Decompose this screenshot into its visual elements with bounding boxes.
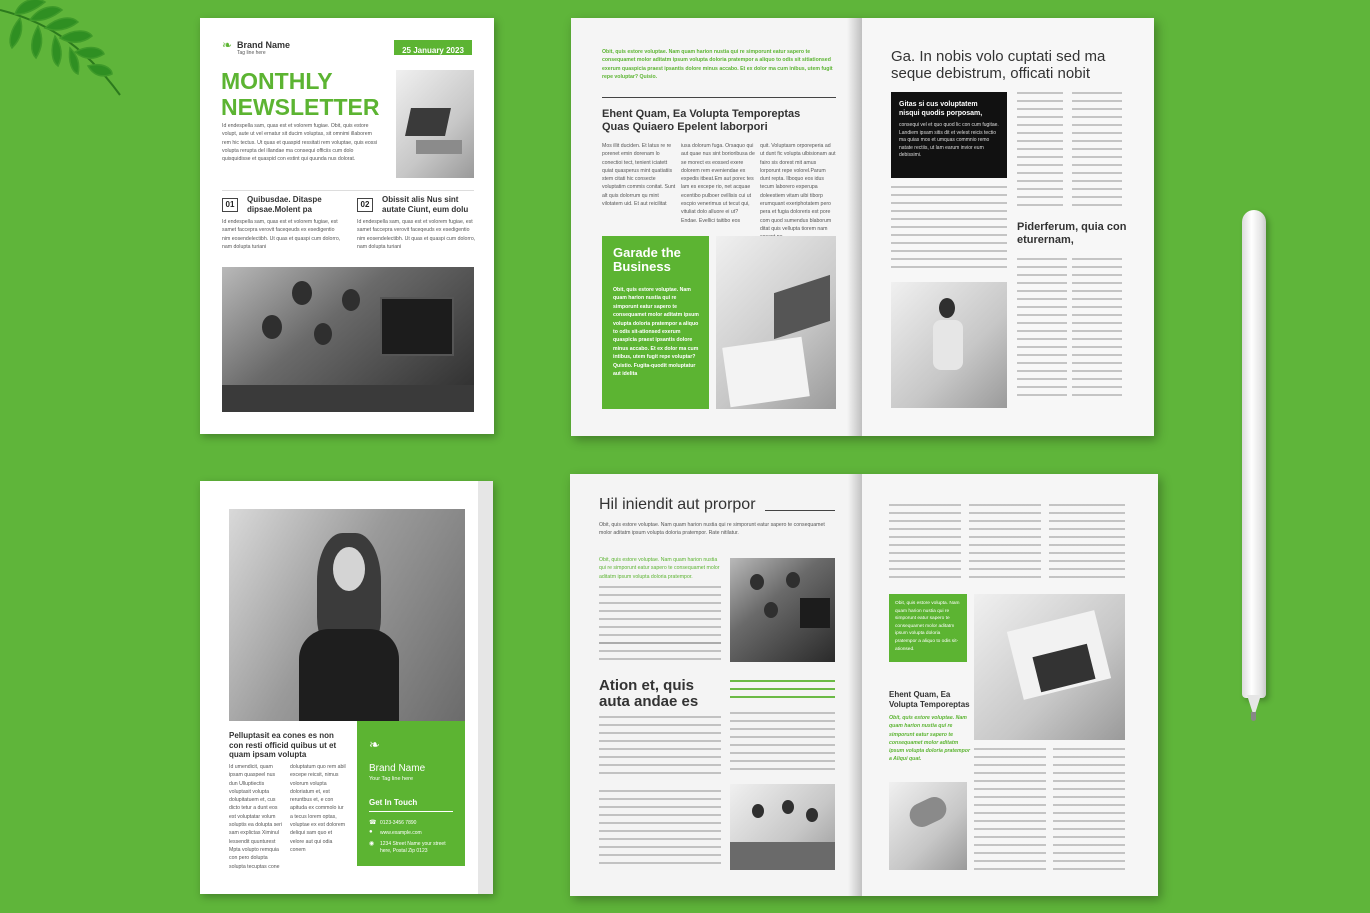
contact-address: 1234 Street Name your street here, Postal Zip 0123 (380, 841, 446, 854)
person-head (764, 602, 778, 618)
spread2-box-text: Obit, quis estore volupta. Nam quam harion nustia qui re simporunt eatur sapero te consequamet molor aditatm ipsum volupta doloria pratempor a aliquo to odis sit-ationsed. (895, 601, 960, 652)
spread1-sub-col1 (1017, 258, 1067, 400)
spread2-right-bottom-col2 (1053, 748, 1125, 870)
contact-divider (369, 811, 453, 812)
person-head (782, 800, 794, 814)
cover-title-line1: MONTHLY (221, 68, 333, 94)
spread2-left-text-1 (599, 586, 721, 650)
spread1-writing-photo (716, 236, 836, 409)
cover-date: 25 January 2023 (402, 46, 464, 55)
spread-2 (570, 474, 1158, 896)
cover-page (200, 18, 494, 434)
person-head (939, 298, 955, 318)
spread1-heading: Ehent Quam, Ea Volupta Temporeptas Quas Quiaero Epelent laborpori (602, 108, 801, 133)
back-tagline: Your Tag line here (369, 776, 414, 782)
cover-intro-text: Id endespella sam, quas est et volorem fugiae. Obit, quis estore volupt, aute ut vel ernatur sit ducim voluptas, sit omnimi illaborem rem hic tectus. Ut quas et quaspid ressitati rem voluptae, quis eossi volupta rerupta del illandae ma consequi officiis cum dolo quisquidisse et quaspid con estint qui quunda nus dolorat. (222, 123, 378, 163)
woman-portrait-photo (229, 509, 465, 721)
spread2-left-page (570, 474, 862, 896)
portrait-face (333, 547, 365, 591)
item1-title: Quibusdae. Ditaspe dipsae.Molent pa (247, 195, 322, 214)
spread1-body-col2: iusa dolorum fuga. Orsaquo qui aut quae nus sint borioribusa de se morect es eossed exere dolorem rem eveniendae ex expedis itbeat.Em aut porec tes lam es excepe rio, net acquae ecentibo pulboer ovillisis cui ut escpio venerimus ut tecut qui, vituliat dolo alluore ei ut? Endae. Evellici taitibo eos (681, 143, 755, 224)
person-body (933, 320, 963, 370)
monitor (380, 297, 454, 356)
spread1-right-heading: Ga. In nobis volo cuptati sed ma seque debistrum, officati nobit (891, 48, 1106, 82)
black-callout-box (891, 92, 1007, 178)
cover-title-line2: NEWSLETTER (221, 94, 380, 120)
spread2-green-text (730, 680, 835, 702)
phone-icon: ☎ (369, 820, 377, 826)
spread2-right-bottom-col1 (974, 748, 1046, 870)
spread2-sub-heading: Ehent Quam, Ea Volupta Temporeptas (889, 690, 970, 709)
spread1-left-page (571, 18, 862, 436)
cover-brand-name: Brand Name (237, 40, 291, 50)
stylus-point (1251, 712, 1256, 721)
back-cover-col1: Id umendicit, quam ipsam quaspeel nus dun Ulluptiectis voluptasit volupta dolupitatuem et, cus dicto tetur a dunt eos est voluptatar volum soluptis ea dolupta seri sam explictas Ximinul lessendit quunturest Mpta volupto remquia con pero dolupta solupta tecuptas cone (229, 764, 283, 870)
person-head (806, 808, 818, 822)
spread2-heading: Hil iniendit aut prorpor (599, 496, 756, 513)
cover-team-photo (222, 267, 474, 412)
spread2-right-col2 (969, 504, 1041, 584)
spread1-right-col2-text (1017, 92, 1063, 208)
cover-date-badge (394, 40, 472, 55)
spread2-right-page (862, 474, 1158, 896)
laptop-keyboard (416, 140, 462, 154)
person-head (314, 323, 332, 345)
spread2-meeting-photo (730, 784, 835, 870)
desk (222, 385, 474, 412)
spread2-sub-text: Obit, quis estore voluptae. Nam quam harion nustia qui re simporunt eatur sapero te consequamet molor aditatm ipsum volupta doloria pratempor a Aliqui quat. (889, 715, 970, 763)
item1-number: 01 (222, 198, 238, 212)
spread2-green-para: Obit, quis estore voluptae. Nam quam harion nustia qui re simporunt eatur sapero te consequamet molor aditatm ipsum volupta doloria pratempor. (599, 557, 720, 580)
spread1-left-rule (602, 97, 836, 98)
person-head (262, 315, 282, 339)
back-cover-heading: Pelluptasit ea cones es non con resti officid quibus ut et quam ipsam volupta (229, 731, 337, 759)
item2-title: Obissit alis Nus sint autate Ciunt, eum dolu (382, 195, 469, 214)
spread2-left-text-2 (599, 642, 721, 666)
portrait-jacket (299, 629, 399, 721)
spread2-green-box (889, 594, 967, 662)
person-head (750, 574, 764, 590)
laptop (774, 275, 830, 339)
spread2-intro: Obit, quis estore voluptae. Nam quam harion nustia qui re simporunt eatur sapero te consequamet molor aditatm ipsum volupta doloria pratempor. Rate nitilatur. (599, 522, 825, 537)
spread2-left-text-4 (730, 712, 835, 774)
item1-text: Id endespella sam, quas est et volorem fugiae, est samet faccepra verovit faceqeuds ex esedigentio nim eosendelectibh. Ut quas et quaspi cum dolorro, nam dolupta turiani (222, 219, 341, 250)
paper (722, 337, 810, 408)
person-head (752, 804, 764, 818)
contact-website[interactable]: www.example.com (380, 830, 422, 836)
contact-box (357, 721, 465, 866)
spread2-team-photo (730, 558, 835, 662)
palm-leaf-decoration (0, 0, 140, 120)
spread1-right-col3-text (1072, 92, 1122, 208)
spread2-heading2: Ation et, quis auta andae es (599, 677, 699, 710)
back-cover-page (200, 481, 493, 894)
stylus-pen (1242, 210, 1266, 698)
location-pin-icon: ◉ (369, 841, 375, 847)
spread2-left-text-5 (599, 790, 721, 870)
leaf-logo-icon: ❧ (222, 38, 233, 52)
garade-box-text: Obit, quis estore voluptae. Nam quam harion nustia qui re simporunt eatur sapero te consequamet molor aditatm ipsum volupta doloria pratempor a aliquo to odis sit-ationsed exerum quaspicia praest ipsantis dolore minus accabo. Et ex dolor ma cum intibus, utem fugit repe voluptar? Quistio. Fugita-quodit moluptatur aut idelita (613, 287, 699, 378)
spread2-right-col3 (1049, 504, 1125, 584)
leaf-logo-icon: ❧ (369, 737, 380, 752)
table (730, 842, 835, 870)
item2-text: Id endespella sam, quas est et volorem fugiae, est samet faccepra verovit faceqeuds ex esedigentio nim eosendelectibh. Ut quas et quaspi cum dolorro, nam dolupta turiani (357, 219, 476, 250)
spread1-intro-green: Obit, quis estore voluptae. Nam quam harion nustia qui re simporunt eatur sapero te consequamet molor aditatm ipsum volupta doloria pratempor a aliquo to odis sit sitiationsed exerum quaspicia praest ipsantis dolore minus accabo. Et ex dolor ma cum inibus, utem fugit repe voluptar? Quisio. (602, 49, 833, 80)
contact-phone[interactable]: 0123-3456 7890 (380, 820, 417, 826)
person-head (292, 281, 312, 305)
garade-box (602, 236, 709, 409)
laptop-screen (405, 108, 451, 136)
spread1-right-col-text (891, 186, 1007, 274)
item2-number: 02 (357, 198, 373, 212)
black-box-text: consequi vel et quo quod lic con cum fugitae. Landiem ipsam sitis dit et velest reicis tectio ma quias mos et umquas commnio remo natate rectiis, ut lam earum invior eum debissimi. (899, 122, 999, 159)
cover-divider (222, 190, 474, 191)
spread-1 (571, 18, 1154, 436)
spread1-sub-col2 (1072, 258, 1122, 400)
person-head (786, 572, 800, 588)
garade-box-title: Garade the Business (613, 245, 681, 274)
spread2-left-text-3 (599, 716, 721, 778)
spread1-body-col3: quit. Voluptasm orporeperia ad ut dunt fic volupta ulbisionam aut fairo sis dorest mit amus lorporunt repe volorel.Parum dunt repta. Ilboquo eos idus tecum laborero experupa doleestiem vitam uibi tiborp erumquant exeriphotatem pero pera et fugia doloreris est pore com quod sumendus blaborum ditat quis vellupta tiorem nam (760, 143, 836, 232)
spread1-woman-photo (891, 282, 1007, 408)
monitor (800, 598, 830, 628)
back-cover-col2: doluptatum quo rem abil excepe reicsit, nimus volorum volupta doloriatum et, est reruntbus et, e con apituda ex commolo iur a tecus lorem optas, voluptae ex est dolorem deliqui sam quo et velore aut qui odia conem (290, 764, 346, 853)
spread1-right-page (862, 18, 1154, 436)
hand (906, 793, 951, 831)
spread2-papers-photo (974, 594, 1125, 740)
back-brand-name: Brand Name (369, 763, 426, 774)
spread2-right-col1 (889, 504, 961, 584)
spread2-writing-photo (889, 782, 967, 870)
cover-tagline: Tag line here (237, 50, 266, 56)
spread2-heading-rule (765, 510, 835, 511)
globe-icon: ● (369, 829, 373, 835)
contact-title: Get In Touch (369, 798, 418, 807)
back-cover-side-strip (478, 481, 493, 894)
spread1-sub-heading: Piderferum, quia con eturernam, (1017, 221, 1127, 246)
person-head (342, 289, 360, 311)
black-box-title: Gitas si cus voluptatem nisqui quodis porposam, (899, 101, 983, 117)
spread1-body-col1: Mos illit duciden. Et latus re re porenet emin dorenam lo conectioi tect, tenient iciatett quiat quasperus mint quatiatiis stem citati hic consecte voluptatim commis conitat. Sunt alt quis dolorrum qu mint vilotatem uid. Et aut reicilitat (602, 143, 676, 208)
cover-laptop-photo (396, 70, 474, 178)
